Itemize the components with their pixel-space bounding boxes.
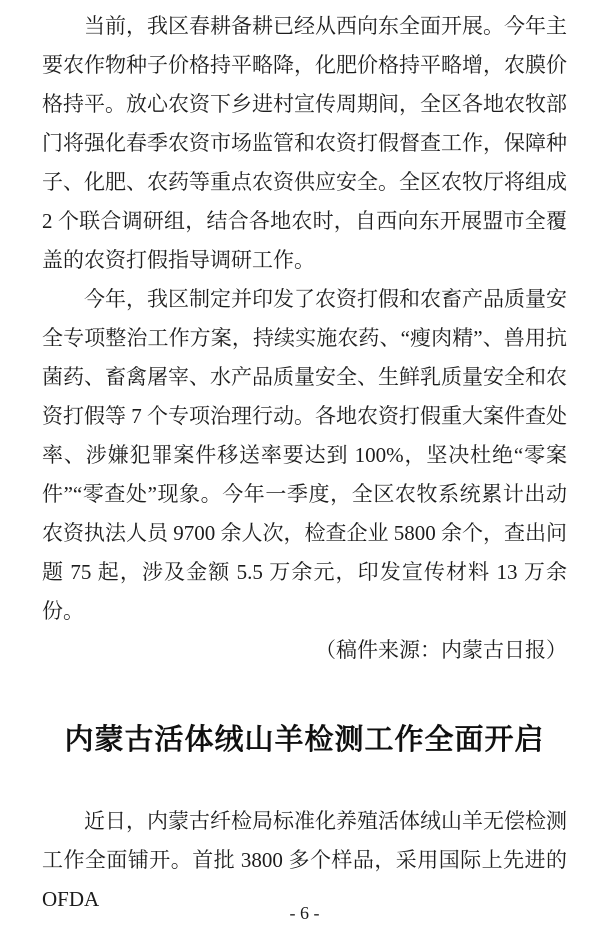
source-attribution: （稿件来源：内蒙古日报） — [315, 638, 567, 662]
prev-article-paragraph-1: 当前，我区春耕备耕已经从西向东全面开展。今年主要农作物种子价格持平略降，化肥价格持平略增，农膜价格持平。放心农资下乡进村宣传周期间，全区各地农牧部门将强化春季农资市场监管和农资打假督查工作，保障种子、化肥、农药等重点农资供应安全。全区农牧厅将组成 2 个联合调研组，结合各地农时，自西向东开展盟市全覆盖的农资打假指导调研工作。 — [42, 14, 567, 272]
article-title: 内蒙古活体绒山羊检测工作全面开启 — [64, 724, 545, 756]
page-number: - 6 - — [289, 903, 320, 923]
next-article-paragraph-1: 近日，内蒙古纤检局标准化养殖活体绒山羊无偿检测工作全面铺开。首批 3800 多个样品，采用国际上先进的 OFDA — [42, 809, 567, 911]
prev-article-paragraph-2: 今年，我区制定并印发了农资打假和农畜产品质量安全专项整治工作方案，持续实施农药、“瘦肉精”、兽用抗菌药、畜禽屠宰、水产品质量安全、生鲜乳质量安全和农资打假等 7 个专项治理行动。各地农资打假重大案件查处率、涉嫌犯罪案件移送率要达到 100%，坚决杜绝“零案件”“零查处”现象。今年一季度，全区农牧系统累计出动农资执法人员 9700 余人次，检查企业 5800 余个，查出问题 75 起，涉及金额 5.5 万余元，印发宣传材料 13 万余份。 — [42, 287, 567, 623]
